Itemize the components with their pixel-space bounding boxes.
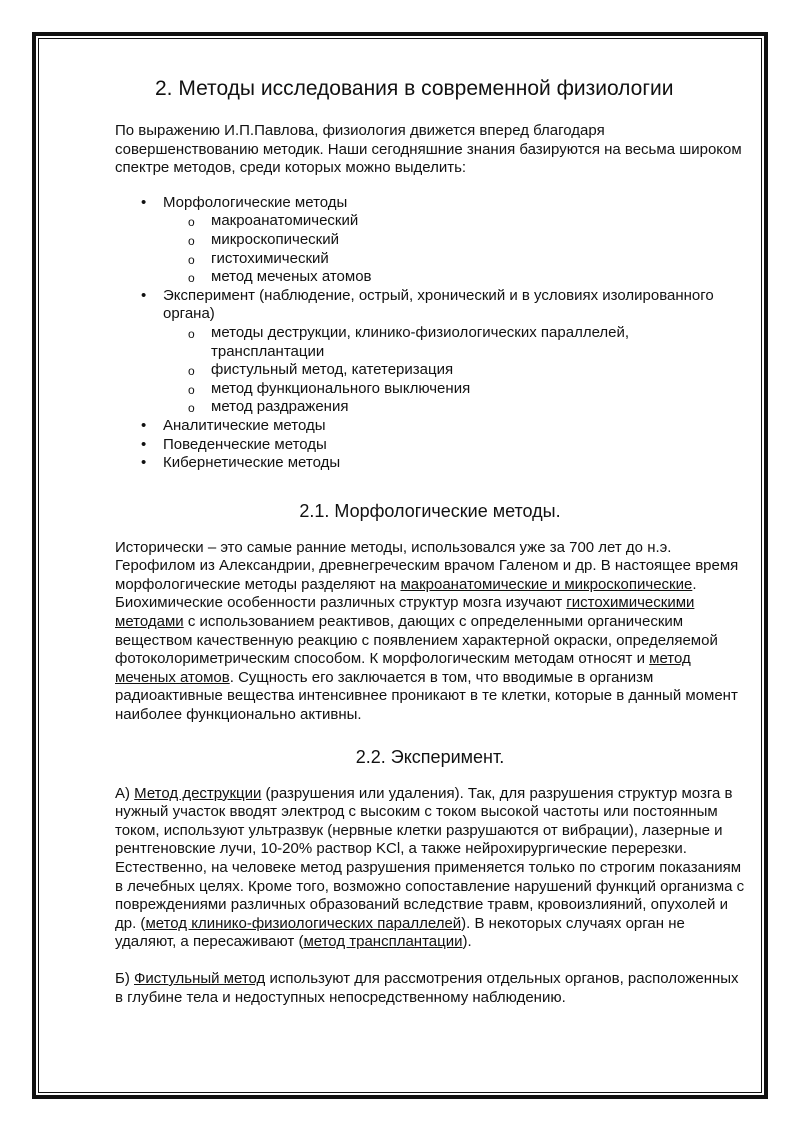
circle-bullet-icon: o: [188, 364, 195, 379]
method-label: Аналитические методы: [163, 416, 326, 434]
sub-method-label: макроанатомический: [211, 212, 359, 230]
circle-bullet-icon: o: [188, 252, 195, 267]
method-label: Эксперимент (наблюдение, острый, хронический и в условиях изолированного органа): [163, 286, 714, 323]
sub-method-label: метод функционального выключения: [211, 379, 471, 397]
circle-bullet-icon: o: [188, 271, 195, 286]
labeled-atoms-link: метод меченых атомов: [115, 650, 691, 686]
method-list-item: [115, 287, 745, 417]
section-2-1-heading: 2.1. Морфологические методы.: [299, 500, 561, 521]
circle-bullet-icon: o: [188, 326, 195, 341]
circle-bullet-icon: o: [188, 401, 195, 416]
clinical-parallels-link: метод клинико-физиологических параллелей: [145, 914, 462, 932]
bullet-icon: •: [141, 286, 147, 304]
intro-paragraph: По выражению И.П.Павлова, физиология движется вперед благодаря совершенствованию методик. Наши сегодняшние знания базируются на весьма широком спектре методов, среди которых можно выделить:: [115, 122, 742, 177]
method-label: Морфологические методы: [163, 193, 348, 211]
sub-method-item: [163, 398, 745, 417]
sub-method-item: [163, 361, 745, 380]
document-body: [115, 70, 745, 1007]
section-2-2-paragraph-b: Б) Фистульный метод используют для рассмотрения отдельных органов, расположенных в глубине тела и недоступных непосредственному наблюдению.: [115, 969, 739, 1006]
section-2-2-heading: 2.2. Эксперимент.: [355, 746, 505, 767]
morph-methods-link: макроанатомические и микроскопические: [400, 575, 693, 593]
circle-bullet-icon: o: [188, 233, 195, 248]
bullet-icon: •: [141, 416, 147, 434]
bullet-icon: •: [141, 193, 147, 211]
method-label: Поведенческие методы: [163, 435, 327, 453]
method-list-item: [115, 436, 745, 455]
sub-method-label: метод раздражения: [211, 398, 349, 416]
sub-method-label: метод меченых атомов: [211, 268, 372, 286]
fistula-method-link: Фистульный метод: [134, 969, 266, 987]
circle-bullet-icon: o: [188, 215, 195, 230]
sub-method-item: [163, 324, 745, 361]
sub-method-list: [163, 324, 745, 417]
sub-method-label: гистохимический: [211, 249, 329, 267]
sub-method-item: [163, 212, 745, 231]
sub-method-list: [163, 212, 745, 286]
method-list-item: [115, 454, 745, 473]
method-list-item: [115, 417, 745, 436]
method-list-item: [115, 194, 745, 287]
circle-bullet-icon: o: [188, 382, 195, 397]
page-title: 2. Методы исследования в современной физиологии: [155, 77, 674, 100]
section-2-2-paragraph-a: А) Метод деструкции (разрушения или удаления). Так, для разрушения структур мозга в нужный участок вводят электрод с высоким с током высокой частоты или постоянным током, используют ультразвук (нервные клетки разрушаются от вибрации), лазерные и рентгеновские лучи, 10-20% раствор KCl, а также нейрохирургические перерезки. Естественно, на человеке метод разрушения применяется только по строгим показаниям в лечебных целях. Кроме того, возможно сопоставление нарушений функций организма с повреждениями различных образований вследствие травм, кровоизлияний, опухолей и др. (метод клинико-физиологических параллелей). В некоторых случаях орган не удаляют, а пересаживают (метод трансплантации).: [115, 784, 745, 951]
section-2-1-paragraph: Исторически – это самые ранние методы, использовался уже за 700 лет до н.э. Герофилом из Александрии, древнегреческим врачом Галеном и др. В настоящее время морфологические методы разделяют на макроанатомические и микроскопические. Биохимические особенности различных структур мозга изучают гистохимическими методами с использованием реактивов, дающих с определенными органическим веществом качественную реакцию с появлением характерной окраски, определяемой фотоколориметрическим способом. К морфологическим методам относят и метод меченых атомов. Сущность его заключается в том, что вводимые в организм радиоактивные вещества интенсивнее проникают в те клетки, которые в данный момент наиболее функционально активны.: [115, 538, 739, 724]
bullet-icon: •: [141, 454, 147, 472]
sub-method-item: [163, 380, 745, 399]
methods-list: [115, 194, 745, 473]
sub-method-item: [163, 250, 745, 269]
sub-method-item: [163, 268, 745, 287]
bullet-icon: •: [141, 435, 147, 453]
sub-method-label: микроскопический: [211, 230, 339, 248]
method-label: Кибернетические методы: [163, 454, 341, 472]
sub-method-label: фистульный метод, катетеризация: [211, 361, 454, 379]
destruction-method-link: Метод деструкции: [134, 784, 262, 802]
sub-method-item: [163, 231, 745, 250]
histochem-methods-link: гистохимическими методами: [115, 594, 695, 631]
sub-method-label: методы деструкции, клинико-физиологических параллелей, трансплантации: [211, 323, 630, 360]
transplantation-link: метод трансплантации: [303, 933, 463, 951]
